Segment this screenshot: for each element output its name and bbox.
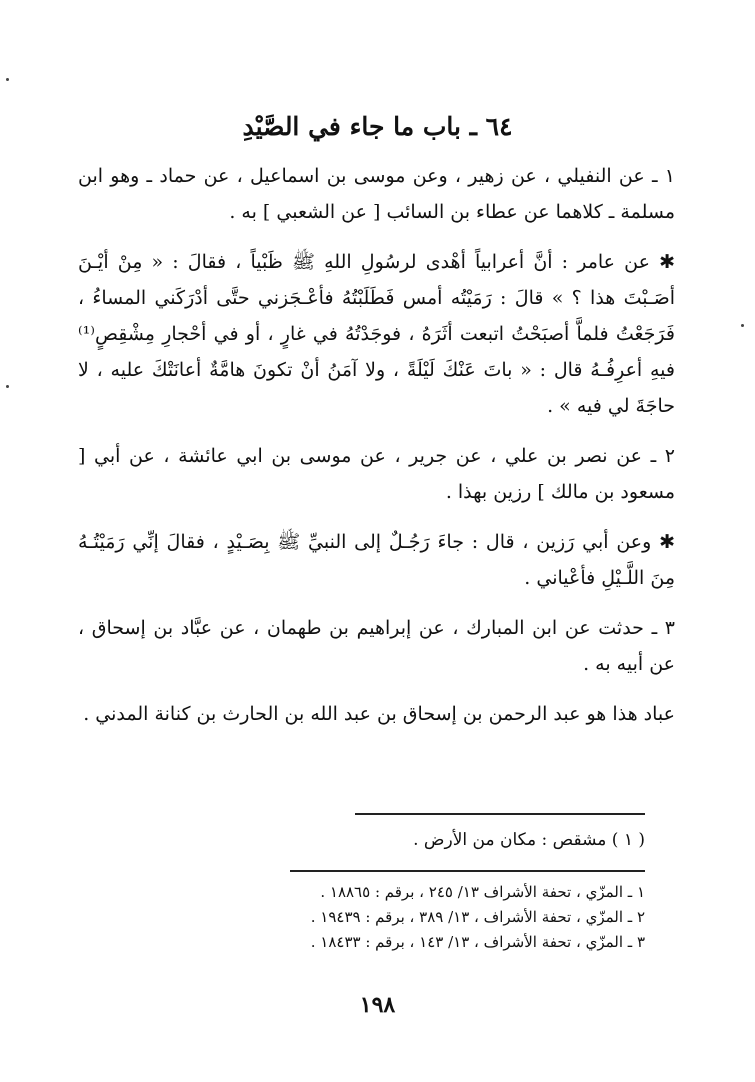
paragraph-2: ✱ عن عامر : أنَّ أعرابياً أهْدى لرسُولِ اللهِ ﷺ ظَبْياً ، فقالَ : « مِنْ أيْـنَ أصَـبْتَ هذا ؟ » قالَ : رَمَيْتُه أمس فَطَلَبْتُهُ فأعْـجَزني حتَّى أدْرَكَني المساءُ ، فَرَجَعْتُ فلماَّ أصبَحْتُ اتبعت أثَرَهُ ، فوجَدْتُهُ في غارٍ ، أو في أحْجارِ مِشْقِصٍ⁽¹⁾ فيهِ أعرِفُـهُ قال : « باتَ عَنْكَ لَيْلَةً ، ولا آمَنُ أنْ تكونَ هامَّةٌ أعانَتْكَ عليه ، لا حاجَةَ لي فيه » . bbox=[78, 251, 675, 417]
paragraph-5: ٣ ـ حدثت عن ابن المبارك ، عن إبراهيم بن طهمان ، عن عبَّاد بن إسحاق ، عن أبيه به . bbox=[78, 617, 675, 675]
references bbox=[240, 880, 645, 955]
reference-3: ٣ ـ المزّي ، تحفة الأشراف ، ١٣/ ١٤٣ ، برقم : ١٨٤٣٣ . bbox=[310, 933, 645, 951]
scan-speck bbox=[6, 385, 9, 388]
reference-2: ٢ ـ المزّي ، تحفة الأشراف ، ١٣/ ٣٨٩ ، برقم : ١٩٤٣٩ . bbox=[310, 908, 645, 926]
paragraph-6: عباد هذا هو عبد الرحمن بن إسحاق بن عبد الله بن الحارث بن كنانة المدني . bbox=[83, 703, 675, 725]
paragraph-3: ٢ ـ عن نصر بن علي ، عن جرير ، عن موسى بن ابي عائشة ، عن أبي [ مسعود بن مالك ] رزين بهذا . bbox=[78, 445, 675, 503]
paragraph-4: ✱ وعن أبي رَزين ، قال : جاءَ رَجُـلٌ إلى النبيِّ ﷺ بِصَـيْدٍ ، فقالَ إنِّي رَمَيْتُـهُ مِنَ اللَّـيْلِ فأعْياني . bbox=[78, 531, 675, 589]
reference-1: ١ ـ المزّي ، تحفة الأشراف ١٣/ ٢٤٥ ، برقم : ١٨٨٦٥ . bbox=[320, 883, 645, 901]
references-divider bbox=[290, 870, 645, 872]
scan-speck bbox=[741, 324, 744, 327]
chapter-title: ٦٤ ـ باب ما جاء في الصَّيْدِ bbox=[242, 112, 513, 141]
main-text bbox=[78, 158, 675, 746]
scan-speck bbox=[6, 78, 9, 81]
paragraph-1: ١ ـ عن النفيلي ، عن زهير ، وعن موسى بن اسماعيل ، عن حماد ـ وهو ابن مسلمة ـ كلاهما عن عطاء بن السائب [ عن الشعبي ] به . bbox=[78, 165, 675, 223]
footnote-divider bbox=[355, 813, 645, 815]
footnote: ( ١ ) مشقص : مكان من الأرض . bbox=[413, 830, 645, 850]
page-number: ١٩٨ bbox=[359, 992, 396, 1018]
